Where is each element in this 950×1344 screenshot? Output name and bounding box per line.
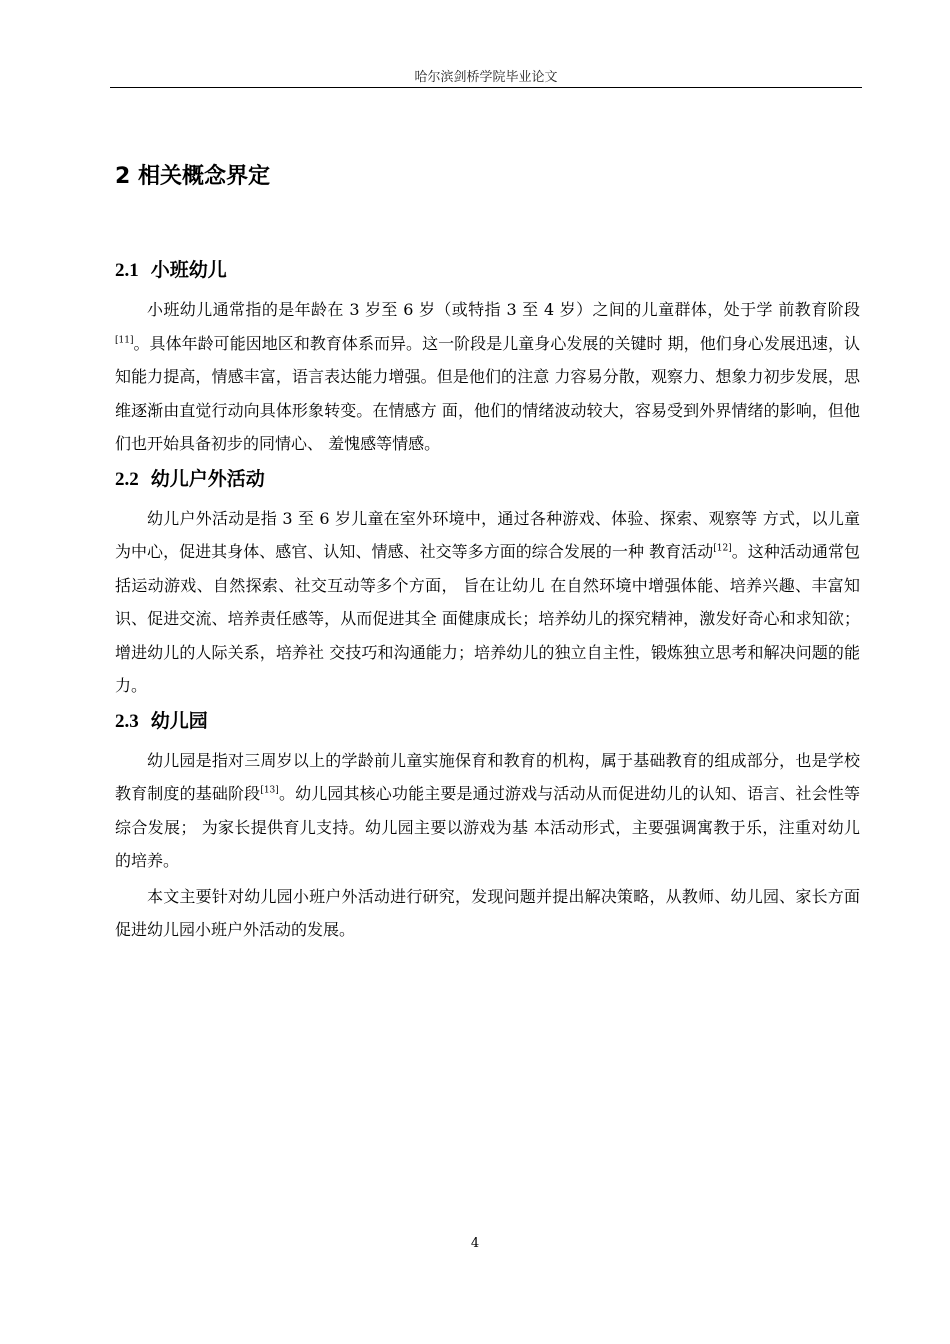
paragraph-text: 。具体年龄可能因地区和教育体系而异。这一阶段是儿童身心发展的关键时 期，他们身心发展迅速，认知能力提高，情感丰富，语言表达能力增强。但是他们的注意 力容易分散，观察力、想象力初步发展，思维逐渐由直觉行动向具体形象转变。在情感方 面，他们的情绪波动较大，容易受到外界情绪的影响，但他们也开始具备初步的同情心、 羞愧感等情感。 <box>115 333 860 453</box>
body-paragraph <box>115 502 860 703</box>
chapter-heading <box>115 158 860 196</box>
section-number: 2.3 <box>115 710 139 732</box>
section-heading <box>115 705 860 738</box>
section-number: 2.2 <box>115 468 139 490</box>
section-number: 2.1 <box>115 260 139 281</box>
running-header: 哈尔滨剑桥学院毕业论文 <box>414 70 558 85</box>
page-number: 4 <box>470 1236 480 1251</box>
body-paragraph <box>115 744 860 878</box>
paragraph-text: 小班幼儿通常指的是年龄在 3 岁至 6 岁（或特指 3 至 4 岁）之间的儿童群体，处于学 前教育阶段 <box>147 300 860 319</box>
section-heading <box>115 463 860 496</box>
section-title: 小班幼儿 <box>150 259 227 281</box>
paragraph-text: 。幼儿园其核心功能主要是通过游戏与活动从而促进幼儿的认知、语言、社会性等综合发展； 为家长提供育儿支持。幼儿园主要以游戏为基 本活动形式，主要强调寓教于乐，注重对幼儿的培养。 <box>115 784 860 870</box>
citation-ref: [12] <box>713 543 732 554</box>
page-body <box>115 158 860 949</box>
paragraph-text: 本文主要针对幼儿园小班户外活动进行研究，发现问题并提出解决策略，从教师、幼儿园、家长方面促进幼儿园小班户外活动的发展。 <box>115 886 860 939</box>
citation-ref: [11] <box>115 335 134 346</box>
header-divider <box>110 87 862 88</box>
body-paragraph <box>115 293 860 461</box>
paragraph-text: 。这种活动通常包括运动游戏、自然探索、社交互动等多个方面， 旨在让幼儿 在自然环境中增强体能、培养兴趣、丰富知识、促进交流、培养责任感等，从而促进其全 面健康成长；培养幼儿的探究精神，激发好奇心和求知欲；增进幼儿的人际关系，培养社 交技巧和沟通能力；培养幼儿的独立自主性，锻炼独立思考和解决问题的能力。 <box>115 542 860 695</box>
paragraph-text: 幼儿园是指对三周岁以上的学龄前儿童实施保育和教育的机构，属于基础教育的组成部分，也是学校教育制度的基础阶段 <box>115 750 860 803</box>
paragraph-text: 幼儿户外活动是指 3 至 6 岁儿童在室外环境中，通过各种游戏、体验、探索、观察等 方式，以儿童为中心，促进其身体、感官、认知、情感、社交等多方面的综合发展的一种 教育活动 <box>115 508 860 561</box>
chapter-title: 相关概念界定 <box>137 164 270 189</box>
section-title: 幼儿户外活动 <box>150 467 265 490</box>
section-heading <box>115 254 860 287</box>
chapter-number: 2 <box>115 164 131 189</box>
citation-ref: [13] <box>260 785 279 796</box>
section-title: 幼儿园 <box>150 709 208 732</box>
body-paragraph <box>115 880 860 947</box>
